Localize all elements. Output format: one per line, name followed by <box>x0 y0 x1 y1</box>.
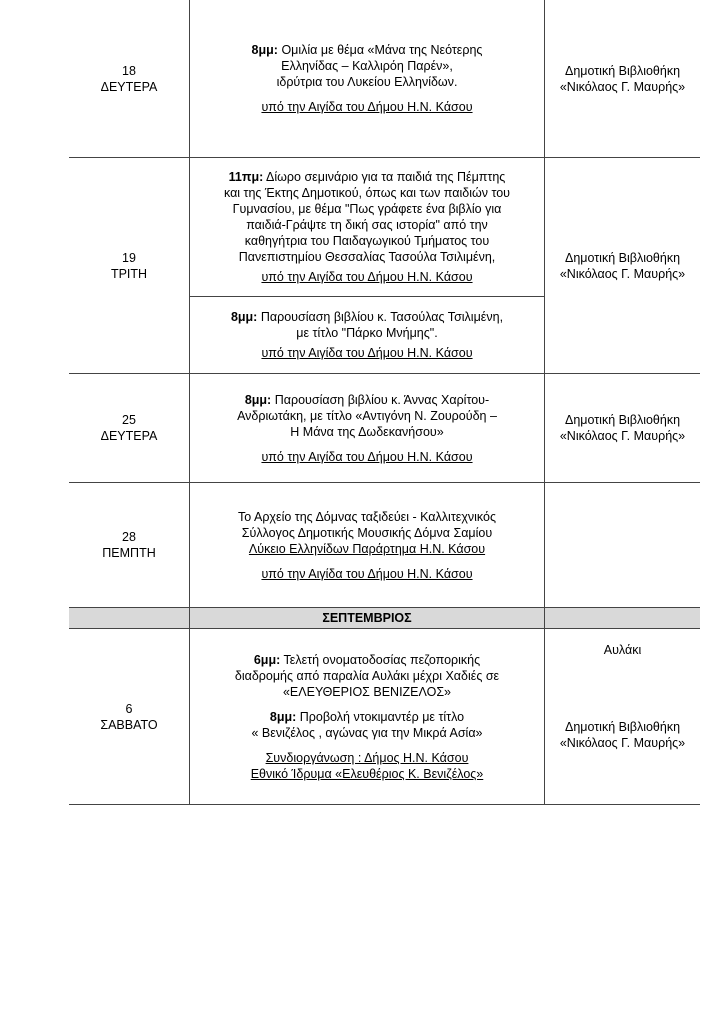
day-number: 6 <box>125 701 133 716</box>
event-text: Τελετή ονοματοδοσίας πεζοπορικής <box>280 652 481 667</box>
event-text: Παρουσίαση βιβλίου κ. Άννας Χαρίτου- <box>271 392 490 407</box>
sponsor-line: υπό την Αιγίδα του Δήμου Η.Ν. Κάσου <box>261 100 473 114</box>
venue-cell <box>545 158 700 373</box>
event-text: Παρουσίαση βιβλίου κ. Τασούλας Τσιλιμένη, <box>257 310 504 324</box>
event-block <box>190 374 544 482</box>
event-block <box>190 158 544 296</box>
venue-subname: «Νικόλαος Γ. Μαυρής» <box>559 429 686 443</box>
date-cell <box>69 629 190 804</box>
date-cell <box>69 0 190 157</box>
event-text: και της Έκτης Δημοτικού, όπως και των παιδιών του <box>223 186 511 200</box>
event-text: Ομιλία με θέμα «Μάνα της Νεότερης <box>277 43 483 57</box>
event-text: Πανεπιστημίου Θεσσαλίας Τασούλα Τσιλιμένη, <box>238 250 496 264</box>
event-time: 8μμ: <box>269 709 297 724</box>
event-block <box>190 483 544 607</box>
venue-name: Δημοτική Βιβλιοθήκη <box>564 413 681 427</box>
event-block <box>190 629 544 804</box>
day-number: 25 <box>122 413 136 427</box>
event-text: ιδρύτρια του Λυκείου Ελληνίδων. <box>276 75 458 89</box>
event-time: 8μμ: <box>244 392 272 407</box>
co-organizer-line: Εθνικό Ίδρυμα «Ελευθέριος Κ. Βενιζέλος» <box>250 766 484 781</box>
event-text: καθηγήτρια του Παιδαγωγικού Τμήματος του <box>244 234 490 248</box>
venue-name: Αυλάκι <box>603 643 642 657</box>
weekday: ΔΕΥΤΕΡΑ <box>100 429 158 443</box>
event-text: Η Μάνα της Δωδεκανήσου» <box>290 424 444 439</box>
venue-cell <box>545 374 700 482</box>
date-cell <box>69 483 190 607</box>
venue-name: Δημοτική Βιβλιοθήκη <box>564 250 681 265</box>
event-text: Το Αρχείο της Δόμνας ταξιδεύει - Καλλιτεχνικός <box>237 509 496 524</box>
event-cell <box>190 374 545 482</box>
venue-subname: «Νικόλαος Γ. Μαυρής» <box>559 735 686 750</box>
event-block <box>190 296 544 373</box>
venue-cell <box>545 0 700 157</box>
table-row <box>69 374 700 483</box>
event-time: 8μμ: <box>251 43 278 57</box>
co-organizer-line: Συνδιοργάνωση : Δήμος Η.Ν. Κάσου <box>265 750 469 765</box>
schedule-table <box>69 0 700 805</box>
event-time: 11πμ: <box>228 170 264 184</box>
event-cell <box>190 629 545 804</box>
sponsor-line: υπό την Αιγίδα του Δήμου Η.Ν. Κάσου <box>261 346 473 360</box>
organizer-line: Λύκειο Ελληνίδων Παράρτημα Η.Ν. Κάσου <box>248 541 486 556</box>
event-time: 6μμ: <box>253 652 281 667</box>
sponsor-line: υπό την Αιγίδα του Δήμου Η.Ν. Κάσου <box>261 449 473 464</box>
event-text: « Βενιζέλος , αγώνας για την Μικρά Ασία» <box>251 725 483 740</box>
date-cell <box>69 158 190 373</box>
table-row <box>69 158 700 374</box>
event-cell <box>190 0 545 157</box>
weekday: ΠΕΜΠΤΗ <box>102 546 156 560</box>
event-text: Σύλλογος Δημοτικής Μουσικής Δόμνα Σαμίου <box>241 525 493 540</box>
month-header-row <box>69 607 700 629</box>
venue-cell <box>545 483 700 607</box>
venue-subname: «Νικόλαος Γ. Μαυρής» <box>559 79 686 94</box>
table-row <box>69 629 700 805</box>
weekday: ΔΕΥΤΕΡΑ <box>100 79 158 94</box>
weekday: ΣΑΒΒΑΤΟ <box>100 717 158 732</box>
event-text: Δίωρο σεμινάριο για τα παιδιά της Πέμπτης <box>263 170 506 184</box>
event-text: με τίτλο "Πάρκο Μνήμης". <box>296 326 438 340</box>
event-cell <box>190 158 545 373</box>
event-text: Ανδριωτάκη, με τίτλο «Αντιγόνη Ν. Ζουρούδη – <box>237 408 497 423</box>
weekday: ΤΡΙΤΗ <box>110 266 148 281</box>
event-block <box>190 0 544 157</box>
day-number: 19 <box>122 250 136 265</box>
date-cell <box>69 374 190 482</box>
month-title: ΣΕΠΤΕΜΒΡΙΟΣ <box>190 608 545 628</box>
table-row <box>69 483 700 607</box>
table-row <box>69 0 700 158</box>
day-number: 18 <box>122 63 136 78</box>
event-text: «ΕΛΕΥΘΕΡΙΟΣ ΒΕΝΙΖΕΛΟΣ» <box>282 684 452 699</box>
event-text: Ελληνίδας – Καλλιρόη Παρέν», <box>281 59 453 73</box>
event-cell <box>190 483 545 607</box>
event-text: διαδρομής από παραλία Αυλάκι μέχρι Χαδιές σε <box>234 668 500 683</box>
day-number: 28 <box>122 530 136 544</box>
venue-name: Δημοτική Βιβλιοθήκη <box>564 63 681 78</box>
sponsor-line: υπό την Αιγίδα του Δήμου Η.Ν. Κάσου <box>261 566 473 581</box>
venue-subname: «Νικόλαος Γ. Μαυρής» <box>559 266 686 281</box>
venue-cell <box>545 629 700 804</box>
sponsor-line: υπό την Αιγίδα του Δήμου Η.Ν. Κάσου <box>261 270 473 284</box>
venue-name: Δημοτική Βιβλιοθήκη <box>564 719 681 734</box>
event-text: Γυμνασίου, με θέμα "Πως γράφετε ένα βιβλίο για <box>232 202 502 216</box>
event-text: παιδιά-Γράψτε τη δική σας ιστορία" από την <box>246 218 488 232</box>
event-time: 8μμ: <box>230 310 258 324</box>
event-text: Προβολή ντοκιμαντέρ με τίτλο <box>296 709 465 724</box>
